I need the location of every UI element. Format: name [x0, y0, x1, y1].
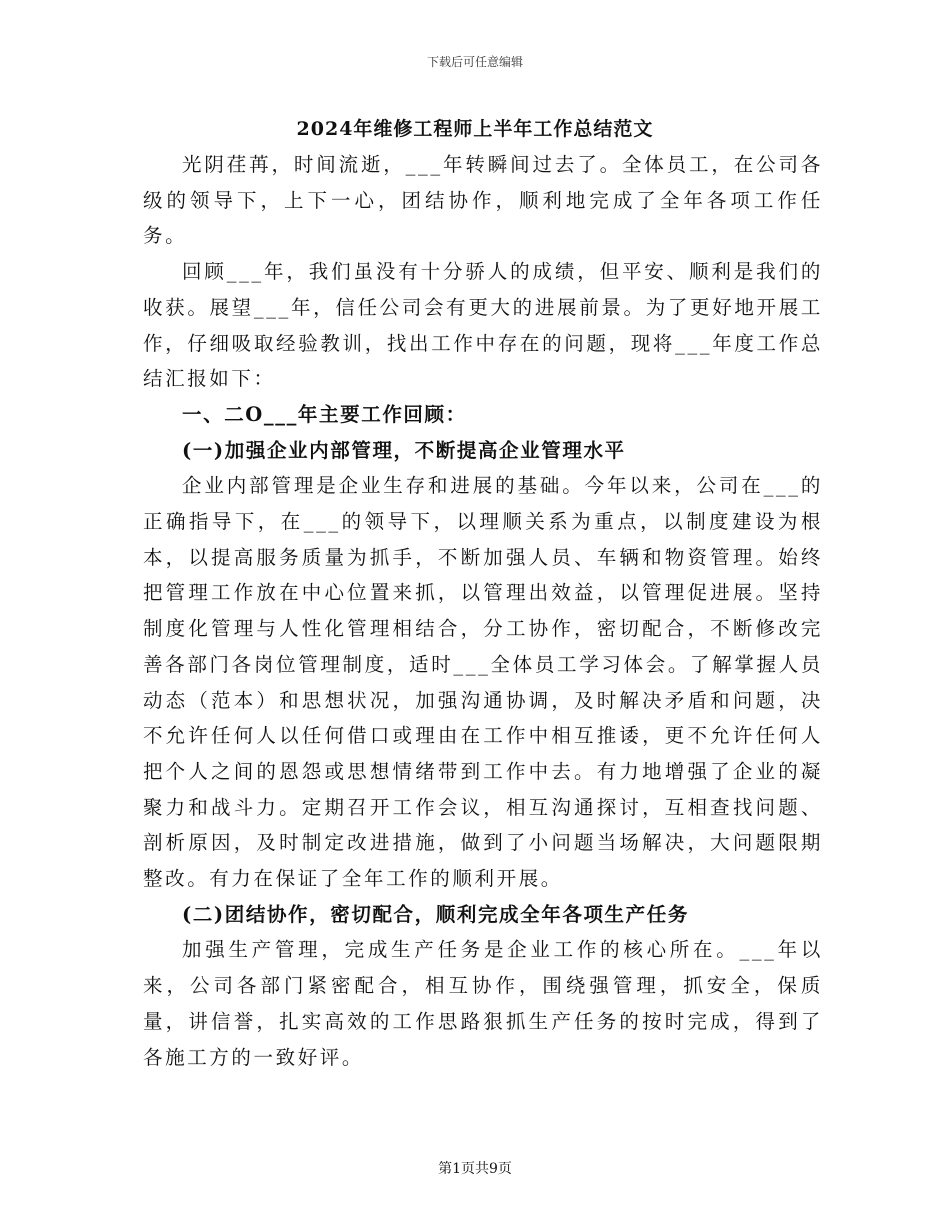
section-heading-1: 一、二O___年主要工作回顾： [182, 402, 467, 426]
header-note: 下载后可任意编辑 [426, 55, 523, 69]
paragraph-review: 回顾___年，我们虽没有十分骄人的成绩，但平安、顺利是我们的收获。展望___年，信任公司会有更大的进展前景。为了更好地开展工作，仔细吸取经验教训，找出工作中存在的问题，现将___年度工作总结汇报如下： [143, 260, 823, 391]
subsection-heading-2: (二)团结协作，密切配合，顺利完成全年各项生产任务 [182, 902, 689, 926]
document-title: 2024年维修工程师上半年工作总结范文 [296, 118, 654, 140]
paragraph-intro: 光阴荏苒，时间流逝，___年转瞬间过去了。全体员工，在公司各级的领导下，上下一心，团结协作，顺利地完成了全年各项工作任务。 [143, 153, 823, 248]
document-body [143, 147, 823, 1075]
paragraph-production: 加强生产管理，完成生产任务是企业工作的核心所在。___年以来，公司各部门紧密配合，相互协作，围绕强管理，抓安全，保质量，讲信誉，扎实高效的工作思路狠抓生产任务的按时完成，得到了各施工方的一致好评。 [143, 938, 823, 1069]
subsection-heading-1: (一)加强企业内部管理，不断提高企业管理水平 [182, 438, 626, 462]
page-number-footer: 第1页共9页 [438, 1161, 512, 1177]
paragraph-management: 企业内部管理是企业生存和进展的基础。今年以来，公司在___的正确指导下，在___的领导下，以理顺关系为重点，以制度建设为根本，以提高服务质量为抓手，不断加强人员、车辆和物资管理。始终把管理工作放在中心位置来抓，以管理出效益，以管理促进展。坚持制度化管理与人性化管理相结合，分工协作，密切配合，不断修改完善各部门各岗位管理制度，适时___全体员工学习体会。了解掌握人员动态（范本）和思想状况，加强沟通协调，及时解决矛盾和问题，决不允许任何人以任何借口或理由在工作中相互推诿，更不允许任何人把个人之间的恩怨或思想情绪带到工作中去。有力地增强了企业的凝聚力和战斗力。定期召开工作会议，相互沟通探讨，互相查找问题、剖析原因，及时制定改进措施，做到了小问题当场解决，大问题限期整改。有力在保证了全年工作的顺利开展。 [143, 474, 823, 891]
